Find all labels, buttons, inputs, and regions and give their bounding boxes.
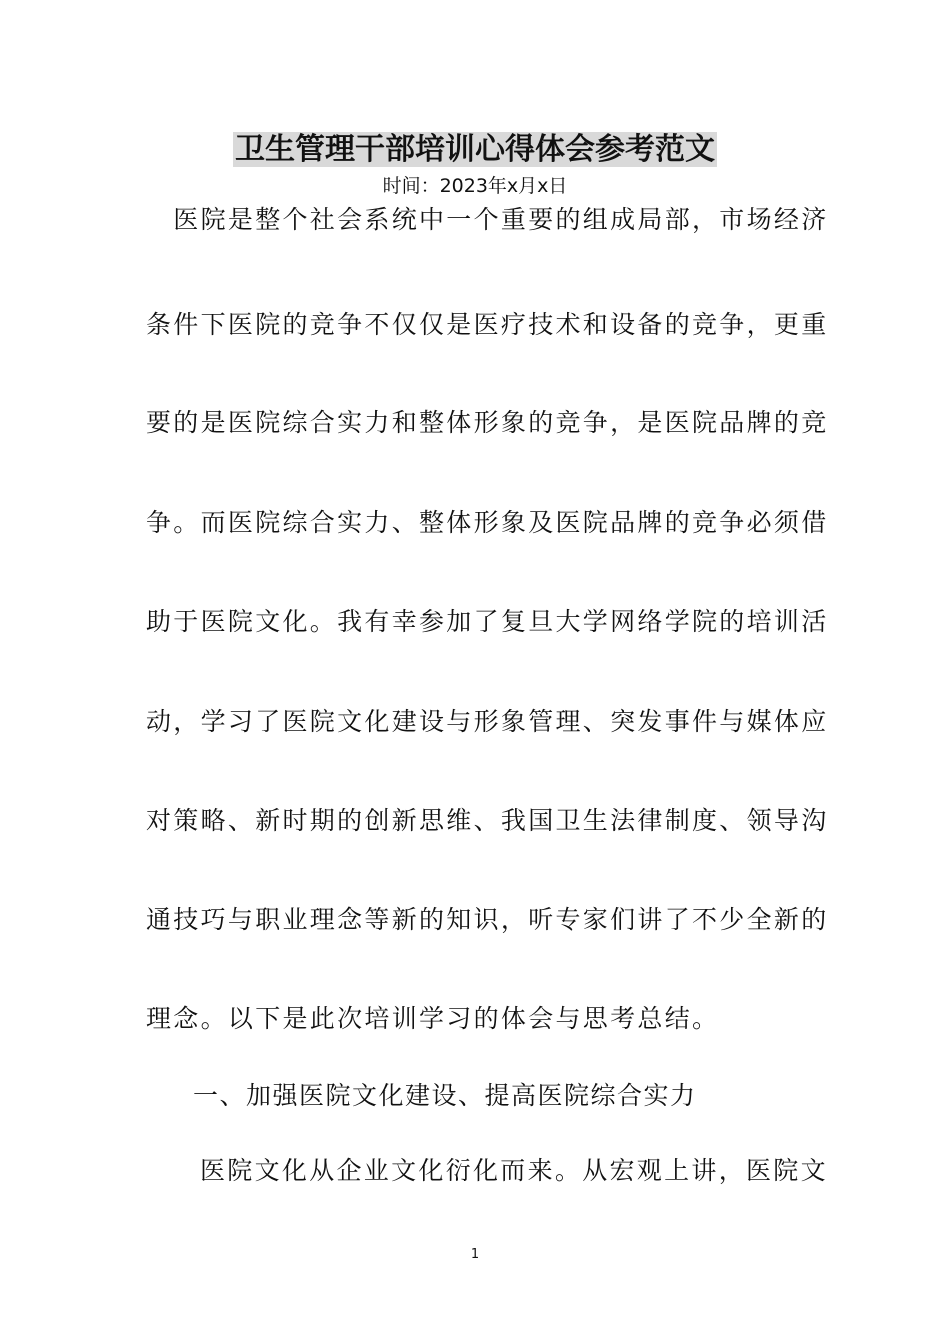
paragraph-line: 对策略、新时期的创新思维、我国卫生法律制度、领导沟 — [146, 806, 829, 835]
document-date: 时间：2023年x月x日 — [382, 175, 568, 197]
paragraph-line: 争。而医院综合实力、整体形象及医院品牌的竞争必须借 — [146, 508, 829, 537]
paragraph-line: 条件下医院的竞争不仅仅是医疗技术和设备的竞争，更重 — [146, 310, 829, 339]
page-number: 1 — [470, 1247, 480, 1262]
section-paragraph-line: 医院文化从企业文化衍化而来。从宏观上讲，医院文 — [200, 1156, 828, 1185]
paragraph-line: 通技巧与职业理念等新的知识，听专家们讲了不少全新的 — [146, 905, 829, 934]
paragraph-line: 理念。以下是此次培训学习的体会与思考总结。 — [146, 1004, 720, 1033]
paragraph-line: 助于医院文化。我有幸参加了复旦大学网络学院的培训活 — [146, 607, 829, 636]
paragraph-line: 动，学习了医院文化建设与形象管理、突发事件与媒体应 — [146, 707, 829, 736]
document-title — [0, 128, 950, 172]
paragraph-line: 医院是整个社会系统中一个重要的组成局部，市场经济 — [146, 205, 829, 234]
paragraph-line: 要的是医院综合实力和整体形象的竞争，是医院品牌的竞 — [146, 408, 829, 437]
section-heading: 一、加强医院文化建设、提高医院综合实力 — [193, 1081, 697, 1110]
document-title-text: 卫生管理干部培训心得体会参考范文 — [235, 132, 715, 167]
